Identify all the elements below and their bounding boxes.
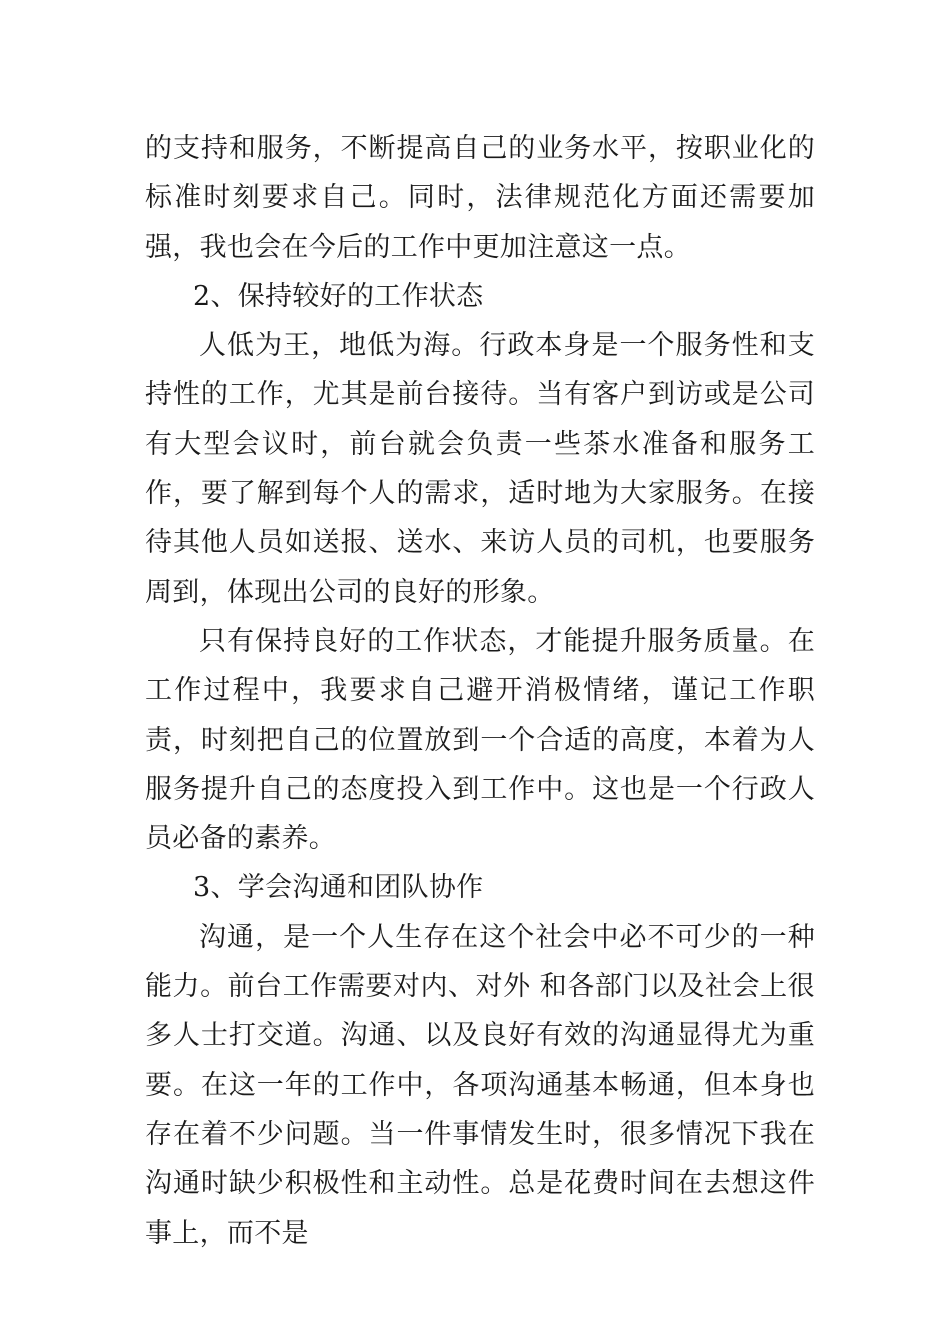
paragraph-service: 人低为王，地低为海。行政本身是一个服务性和支持性的工作，尤其是前台接待。当有客户到访或是公司有大型会议时，前台就会负责一些茶水准备和服务工作，要了解到每个人的需求，适时地为大家服务。在接待其他人员如送报、送水、来访人员的司机，也要服务周到，体现出公司的良好的形象。 xyxy=(145,330,815,608)
paragraph-communication: 沟通，是一个人生存在这个社会中必不可少的一种能力。前台工作需要对内、对外 和各部门以及社会上很多人士打交道。沟通、以及良好有效的沟通显得尤为重要。在这一年的工作中，各项沟通基本畅通，但本身也存在着不少问题。当一件事情发生时，很多情况下我在沟通时缺少积极性和主动性。总是花费时间在去想这件事上，而不是 xyxy=(145,921,815,1249)
section-heading-3: 3、学会沟通和团队协作 xyxy=(193,872,484,904)
paragraph-work-state: 只有保持良好的工作状态，才能提升服务质量。在工作过程中，我要求自己避开消极情绪，谨记工作职责，时刻把自己的位置放到一个合适的高度，本着为人服务提升自己的态度投入到工作中。这也是一个行政人员必备的素养。 xyxy=(145,625,815,855)
paragraph-continuation: 的支持和服务，不断提高自己的业务水平，按职业化的标准时刻要求自己。同时，法律规范化方面还需要加强，我也会在今后的工作中更加注意这一点。 xyxy=(145,133,815,263)
document-body xyxy=(145,124,815,1258)
section-heading-2: 2、保持较好的工作状态 xyxy=(193,280,484,312)
